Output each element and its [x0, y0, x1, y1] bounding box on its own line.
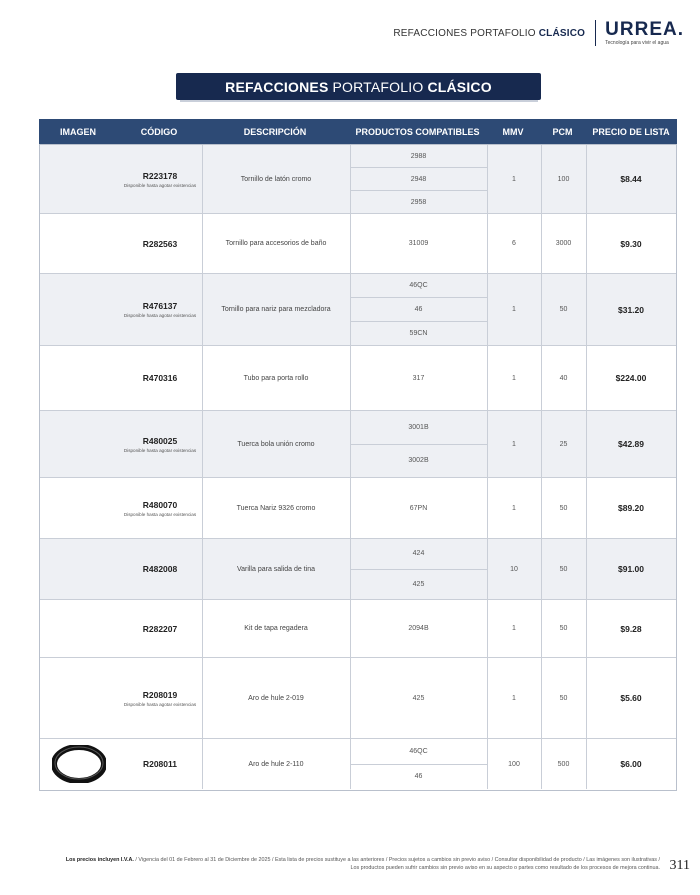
code-cell: [118, 214, 203, 273]
mmv-cell: [487, 539, 542, 599]
mmv-cell: [487, 411, 542, 477]
description-cell: [202, 539, 351, 599]
image-cell: [40, 346, 118, 410]
code-cell: [118, 274, 203, 345]
compatible-products-cell: [350, 145, 488, 213]
image-cell: [40, 539, 118, 599]
product-code: R282563: [142, 238, 178, 249]
col-header-pcm: PCM: [552, 126, 573, 137]
price-cell: [586, 274, 676, 345]
price-cell: [586, 539, 676, 599]
table-row: [40, 274, 676, 346]
price-cell: [586, 346, 676, 410]
code-cell: [118, 346, 203, 410]
pcm-cell: [541, 145, 587, 213]
mmv-cell: [487, 600, 542, 657]
pcm-cell: [541, 539, 587, 599]
image-cell: [40, 658, 118, 738]
table-row: [40, 739, 676, 789]
footer-text: / Vigencia del 01 de Febrero al 31 de Diciembre de 2025 / Esta lista de precios sustituye a las anteriores / Precios sujetos a cambios sin previo aviso / Consultar disponibilidad de producto / Las imágenes son ilustrativas / Los productos pueden sufrir cambios sin previo aviso en su aspecto o partes como resultado de los procesos de mejora continua.: [133, 857, 660, 871]
banner-part-3: CLÁSICO: [427, 78, 492, 95]
pcm-value: 100: [557, 175, 570, 183]
table-row: [40, 478, 676, 539]
pcm-value: 50: [559, 694, 568, 702]
compatible-product: 2988: [350, 145, 487, 168]
availability-note: Disponible hasta agotar existencias: [123, 701, 197, 707]
catalog-name: REFACCIONES PORTAFOLIO CLÁSICO: [393, 27, 586, 39]
banner-part-1: REFACCIONES: [225, 78, 329, 95]
product-code: R480025: [142, 435, 178, 446]
table-header: [39, 119, 677, 144]
list-price: $42.89: [618, 439, 644, 449]
compatible-products-cell: [350, 658, 488, 738]
product-code: R476137: [142, 301, 178, 311]
col-header-mmv: MMV: [502, 126, 524, 137]
image-cell: [40, 145, 118, 213]
price-cell: [586, 739, 676, 789]
product-description: Tornillo para nariz para mezcladora: [221, 306, 331, 313]
compatible-products-cell: [350, 411, 488, 477]
list-price: $91.00: [618, 564, 644, 574]
compatible-product: 2948: [350, 168, 487, 191]
col-header-descripcion: DESCRIPCIÓN: [243, 126, 307, 137]
code-cell: [118, 539, 203, 599]
pcm-cell: [541, 600, 587, 657]
compatible-product: 59CN: [409, 330, 428, 337]
compatible-product: 424: [350, 539, 487, 570]
mmv-value: 6: [512, 240, 516, 247]
code-cell: [118, 739, 203, 789]
description-cell: [202, 658, 351, 738]
compatible-products-cell: [350, 346, 488, 410]
table-row: [40, 600, 676, 658]
table-row: [40, 411, 676, 478]
col-header-imagen: IMAGEN: [60, 126, 96, 137]
list-price: $31.20: [618, 304, 644, 315]
description-cell: [202, 274, 351, 345]
description-cell: [202, 739, 351, 789]
pcm-cell: [541, 346, 587, 410]
compatible-product: 3001B: [350, 411, 487, 445]
compatible-product: 425: [412, 694, 425, 702]
list-price: $9.28: [620, 623, 642, 634]
list-price: $9.30: [620, 238, 642, 249]
product-description: Tornillo para accesorios de baño: [225, 240, 327, 247]
image-cell: [40, 214, 118, 273]
compatible-products-cell: [350, 539, 488, 599]
compatible-product: 2958: [410, 198, 427, 206]
pcm-value: 500: [557, 760, 570, 768]
col-header-productos: PRODUCTOS COMPATIBLES: [355, 126, 480, 137]
price-cell: [586, 214, 676, 273]
product-description: Tubo para porta rollo: [243, 374, 309, 382]
table-row: [40, 346, 676, 411]
product-code: R480070: [142, 499, 178, 510]
table-row: [40, 539, 676, 600]
compatible-products-cell: [350, 739, 488, 789]
pcm-value: 50: [559, 306, 568, 313]
availability-note: Disponible hasta agotar existencias: [123, 182, 197, 188]
image-cell: [40, 739, 118, 789]
pcm-value: 40: [559, 374, 568, 382]
pcm-value: 50: [559, 625, 568, 632]
description-cell: [202, 214, 351, 273]
code-cell: [118, 145, 203, 213]
mmv-cell: [487, 658, 542, 738]
image-cell: [40, 274, 118, 345]
list-price: $89.20: [618, 503, 644, 513]
product-code: R208011: [142, 759, 178, 769]
product-description: Tornillo de latón cromo: [240, 175, 312, 183]
footer-disclaimer: [60, 856, 660, 872]
pcm-cell: [541, 411, 587, 477]
product-description: Tuerca bola unión cromo: [237, 440, 315, 448]
page-number: 311: [669, 858, 690, 873]
code-cell: [118, 411, 203, 477]
compatible-product: 46QC: [350, 739, 487, 765]
mmv-value: 1: [512, 440, 516, 448]
code-cell: [118, 600, 203, 657]
code-cell: [118, 658, 203, 738]
mmv-value: 1: [512, 306, 516, 313]
availability-note: Disponible hasta agotar existencias: [123, 511, 197, 517]
product-code: R282207: [142, 623, 178, 634]
compatible-products-cell: [350, 600, 488, 657]
list-price: $6.00: [620, 759, 642, 769]
compatible-product: 3002B: [408, 457, 429, 465]
description-cell: [202, 346, 351, 410]
mmv-value: 10: [510, 565, 518, 573]
mmv-value: 1: [512, 694, 516, 702]
compatible-products-cell: [350, 478, 488, 538]
product-description: Aro de hule 2-019: [248, 694, 304, 702]
compatible-products-cell: [350, 214, 488, 273]
pcm-value: 25: [559, 440, 568, 448]
table-row: [40, 145, 676, 214]
mmv-cell: [487, 739, 542, 789]
pcm-cell: [541, 478, 587, 538]
compatible-product: 46: [350, 298, 487, 322]
compatible-product: 425: [412, 580, 425, 588]
description-cell: [202, 478, 351, 538]
header-divider: [595, 20, 596, 46]
col-header-codigo: CÓDIGO: [140, 126, 178, 137]
price-cell: [586, 145, 676, 213]
compatible-product: 46QC: [350, 274, 487, 298]
product-description: Tuerca Nariz 9326 cromo: [236, 504, 316, 512]
price-table: [39, 144, 677, 791]
mmv-value: 1: [512, 625, 516, 632]
product-description: Aro de hule 2-110: [248, 760, 304, 768]
pcm-cell: [541, 214, 587, 273]
product-description: Kit de tapa regadera: [244, 625, 308, 632]
product-description: Varilla para salida de tina: [236, 565, 316, 573]
pcm-cell: [541, 739, 587, 789]
image-cell: [40, 600, 118, 657]
table-row: [40, 214, 676, 274]
brand-name: URREA.: [605, 18, 684, 40]
mmv-cell: [487, 346, 542, 410]
pcm-cell: [541, 658, 587, 738]
pcm-value: 50: [559, 565, 568, 573]
list-price: $224.00: [615, 373, 647, 383]
availability-note: Disponible hasta agotar existencias: [123, 447, 197, 453]
description-cell: [202, 411, 351, 477]
mmv-value: 1: [512, 374, 516, 382]
page-header: [393, 18, 684, 48]
list-price: $5.60: [620, 693, 642, 703]
price-cell: [586, 658, 676, 738]
col-header-precio: PRECIO DE LISTA: [592, 126, 670, 137]
table-row: [40, 658, 676, 739]
image-cell: [40, 478, 118, 538]
price-cell: [586, 411, 676, 477]
compatible-product: 46: [414, 773, 423, 781]
mmv-cell: [487, 145, 542, 213]
banner-shadow: [180, 100, 538, 102]
compatible-product: 2094B: [408, 625, 429, 632]
code-cell: [118, 478, 203, 538]
product-code: R223178: [142, 170, 178, 181]
product-code: R482008: [142, 564, 178, 574]
mmv-cell: [487, 214, 542, 273]
image-cell: [40, 411, 118, 477]
availability-note: Disponible hasta agotar existencias: [123, 313, 197, 318]
mmv-value: 1: [512, 175, 516, 183]
banner-part-2: PORTAFOLIO: [332, 78, 424, 95]
price-cell: [586, 478, 676, 538]
compatible-product: 67PN: [409, 504, 428, 512]
product-code: R470316: [142, 373, 178, 383]
list-price: $8.44: [620, 174, 642, 184]
brand-logo: [605, 18, 684, 46]
description-cell: [202, 600, 351, 657]
compatible-product: 317: [412, 374, 425, 382]
pcm-value: 50: [559, 504, 568, 512]
product-code: R208019: [142, 689, 178, 700]
description-cell: [202, 145, 351, 213]
mmv-value: 100: [508, 760, 520, 768]
compatible-products-cell: [350, 274, 488, 345]
brand-tagline: Tecnología para vivir el agua: [605, 39, 669, 46]
pcm-value: 3000: [555, 240, 572, 247]
compatible-product: 31009: [408, 240, 429, 247]
pcm-cell: [541, 274, 587, 345]
mmv-cell: [487, 478, 542, 538]
o-ring-image: [52, 745, 106, 783]
mmv-value: 1: [512, 504, 516, 512]
footer-bold: Los precios incluyen I.V.A.: [65, 857, 134, 863]
section-title-banner: [176, 73, 541, 100]
mmv-cell: [487, 274, 542, 345]
price-cell: [586, 600, 676, 657]
